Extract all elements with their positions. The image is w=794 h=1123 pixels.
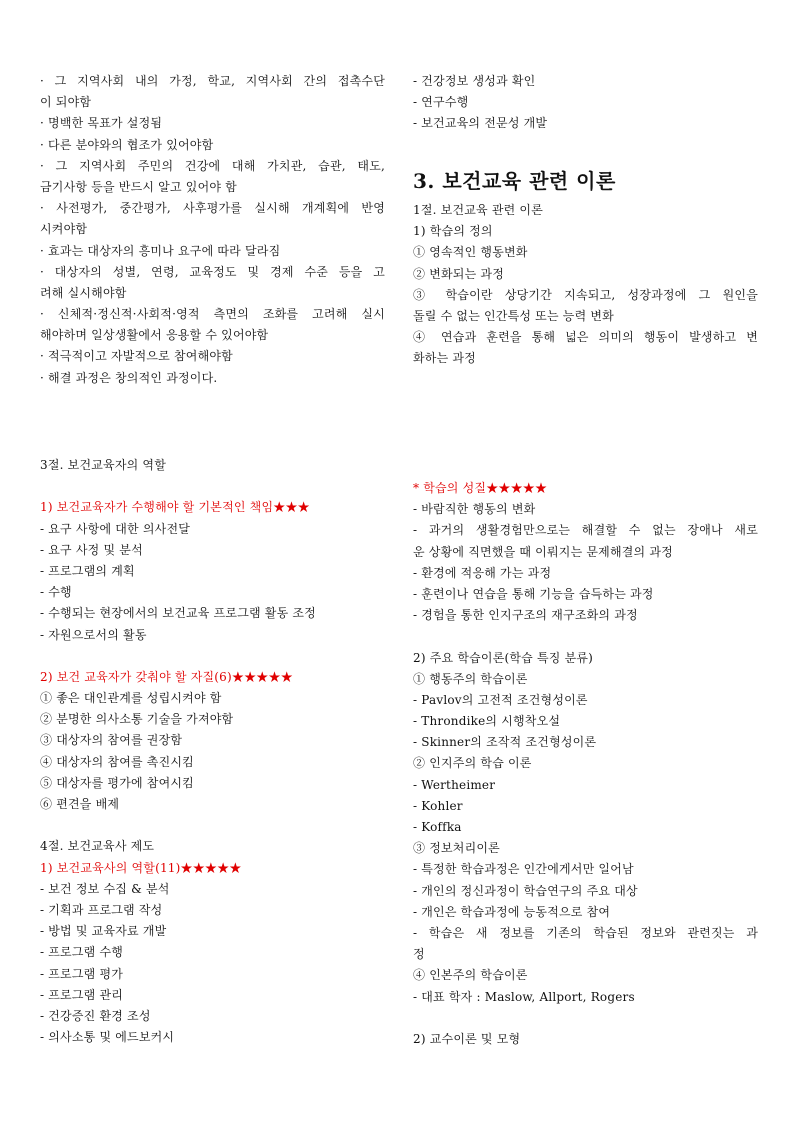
- text-line: 4절. 보건교육사 제도: [40, 839, 155, 854]
- right-top-section: [413, 71, 758, 135]
- blank-line: [40, 815, 385, 836]
- text-line: - 보건 정보 수집 & 분석: [40, 881, 170, 896]
- text-line: 3절. 보건교육자의 역할: [40, 458, 167, 472]
- text-line: - 훈련이나 연습을 통해 기능을 습득하는 과정: [413, 586, 654, 601]
- text-line: ⑥ 편견을 배제: [40, 797, 120, 811]
- text-line: · 그 지역사회 내의 가정, 학교, 지역사회 간의 접촉수단: [40, 74, 385, 88]
- text-line: · 대상자의 성별, 연령, 교육정도 및 경제 수준 등을 고: [40, 264, 385, 279]
- text-line: · 신체적·정신적·사회적·영적 측면의 조화를 고려해 실시: [40, 307, 385, 322]
- blank-line: [40, 646, 385, 667]
- text-line: - 프로그램 관리: [40, 987, 124, 1002]
- blank-line: [413, 1008, 758, 1029]
- text-line: · 효과는 대상자의 흥미나 요구에 따라 달라짐: [40, 243, 281, 258]
- text-line: 이 되야함: [40, 95, 92, 110]
- text-line: - 경험을 통한 인지구조의 재구조화의 과정: [413, 608, 638, 623]
- text-line: - 자원으로서의 활동: [40, 627, 147, 642]
- text-line: - Pavlov의 고전적 조건형성이론: [413, 692, 588, 707]
- text-line: - Wertheimer: [413, 777, 496, 792]
- text-line: 려해 실시해야함: [40, 285, 127, 300]
- text-line: ① 영속적인 행동변화: [413, 245, 528, 260]
- text-line: - 요구 사항에 대한 의사전달: [40, 521, 191, 536]
- text-line: ① 행동주의 학습이론: [413, 671, 528, 686]
- text-line: - 개인의 정신과정이 학습연구의 주요 대상: [413, 883, 638, 898]
- text-line: - 요구 사정 및 분석: [40, 542, 143, 557]
- text-line: - Kohler: [413, 798, 463, 813]
- text-line: ① 좋은 대인관계를 성립시켜야 함: [40, 691, 222, 706]
- text-line: 시켜야함: [40, 222, 88, 237]
- text-line: - 대표 학자 : Maslow, Allport, Rogers: [413, 989, 635, 1004]
- text-line: - 건강증진 환경 조성: [40, 1008, 151, 1023]
- text-line: 2) 보건 교육자가 갖춰야 할 자질(6)★★★★★: [40, 669, 293, 684]
- text-line: - 개인은 학습과정에 능동적으로 참여: [413, 904, 611, 919]
- text-line: ② 변화되는 과정: [413, 266, 504, 281]
- text-line: · 명백한 목표가 설정됨: [40, 116, 163, 131]
- text-line: 2) 주요 학습이론(학습 특징 분류): [413, 650, 594, 665]
- text-line: - 프로그램의 계획: [40, 563, 135, 578]
- right-bottom-section: [413, 478, 758, 1050]
- text-line: 금기사항 등을 반드시 알고 있어야 함: [40, 179, 237, 194]
- blank-line: [40, 476, 385, 497]
- text-line: ③ 학습이란 상당기간 지속되고, 성장과정에 그 원인을: [413, 287, 758, 302]
- text-line: 1) 보건교육사의 역할(11)★★★★★: [40, 860, 242, 875]
- text-line: - 특정한 학습과정은 인간에게서만 일어남: [413, 862, 634, 877]
- blank-line: [413, 626, 758, 647]
- text-line: · 사전평가, 중간평가, 사후평가를 실시해 개계획에 반영: [40, 201, 385, 216]
- text-line: 1) 학습의 정의: [413, 224, 493, 239]
- left-top-section: [40, 71, 385, 389]
- text-line: - 과거의 생활경험만으로는 해결할 수 없는 장애나 새로: [413, 523, 758, 538]
- text-line: - Throndike의 시행착오설: [413, 714, 561, 729]
- text-line: - 프로그램 평가: [40, 966, 124, 981]
- text-line: 돌릴 수 없는 인간특성 또는 능력 변화: [413, 308, 614, 323]
- text-line: - 프로그램 수행: [40, 945, 124, 960]
- right-heading-block: [413, 166, 758, 196]
- text-line: - 연구수행: [413, 95, 469, 110]
- text-line: · 다른 분야와의 협조가 있어야함: [40, 137, 214, 152]
- text-line: ③ 정보처리이론: [413, 841, 500, 856]
- text-line: ④ 연습과 훈련을 통해 넓은 의미의 행동이 발생하고 변: [413, 330, 758, 345]
- text-line: ② 분명한 의사소통 기술을 가져야함: [40, 712, 234, 727]
- text-line: - 건강정보 생성과 확인: [413, 74, 536, 88]
- text-line: - Skinner의 조작적 조건형성이론: [413, 735, 597, 750]
- text-line: 해야하며 일상생활에서 응용할 수 있어야함: [40, 328, 269, 343]
- text-line: 운 상황에 직면했을 때 이뤄지는 문제해결의 과정: [413, 544, 673, 559]
- text-line: 1) 보건교육자가 수행해야 할 기본적인 책임★★★: [40, 500, 310, 515]
- text-line: - 환경에 적응해 가는 과정: [413, 565, 552, 580]
- text-line: - 학습은 새 정보를 기존의 학습된 정보와 관련짓는 과: [413, 925, 758, 940]
- left-bottom-section: [40, 455, 385, 1048]
- text-line: - 수행: [40, 585, 72, 600]
- section-heading: 3. 보건교육 관련 이론: [413, 169, 616, 193]
- text-line: 1절. 보건교육 관련 이론: [413, 203, 544, 217]
- text-line: - 보건교육의 전문성 개발: [413, 116, 548, 131]
- right-mid-section: [413, 200, 758, 370]
- text-line: - 방법 및 교육자료 개발: [40, 924, 167, 939]
- text-line: - 바람직한 행동의 변화: [413, 502, 536, 517]
- text-line: - Koffka: [413, 820, 462, 834]
- text-line: - 수행되는 현장에서의 보건교육 프로그램 활동 조정: [40, 606, 316, 621]
- text-line: - 기획과 프로그램 작성: [40, 902, 163, 917]
- text-line: ④ 인본주의 학습이론: [413, 968, 528, 983]
- text-line: · 적극적이고 자발적으로 참여해야함: [40, 349, 233, 364]
- text-line: 정: [413, 947, 425, 962]
- text-line: · 그 지역사회 주민의 건강에 대해 가치관, 습관, 태도,: [40, 158, 385, 173]
- text-line: ② 인지주의 학습 이론: [413, 756, 532, 771]
- text-line: · 해결 과정은 창의적인 과정이다.: [40, 370, 218, 385]
- text-line: * 학습의 성질★★★★★: [413, 481, 548, 495]
- text-line: 화하는 과정: [413, 351, 476, 366]
- text-line: 2) 교수이론 및 모형: [413, 1031, 521, 1046]
- text-line: - 의사소통 및 에드보커시: [40, 1030, 175, 1045]
- text-line: ⑤ 대상자를 평가에 참여시킴: [40, 775, 194, 790]
- text-line: ④ 대상자의 참여를 촉진시킴: [40, 754, 194, 769]
- text-line: ③ 대상자의 참여를 권장함: [40, 733, 183, 748]
